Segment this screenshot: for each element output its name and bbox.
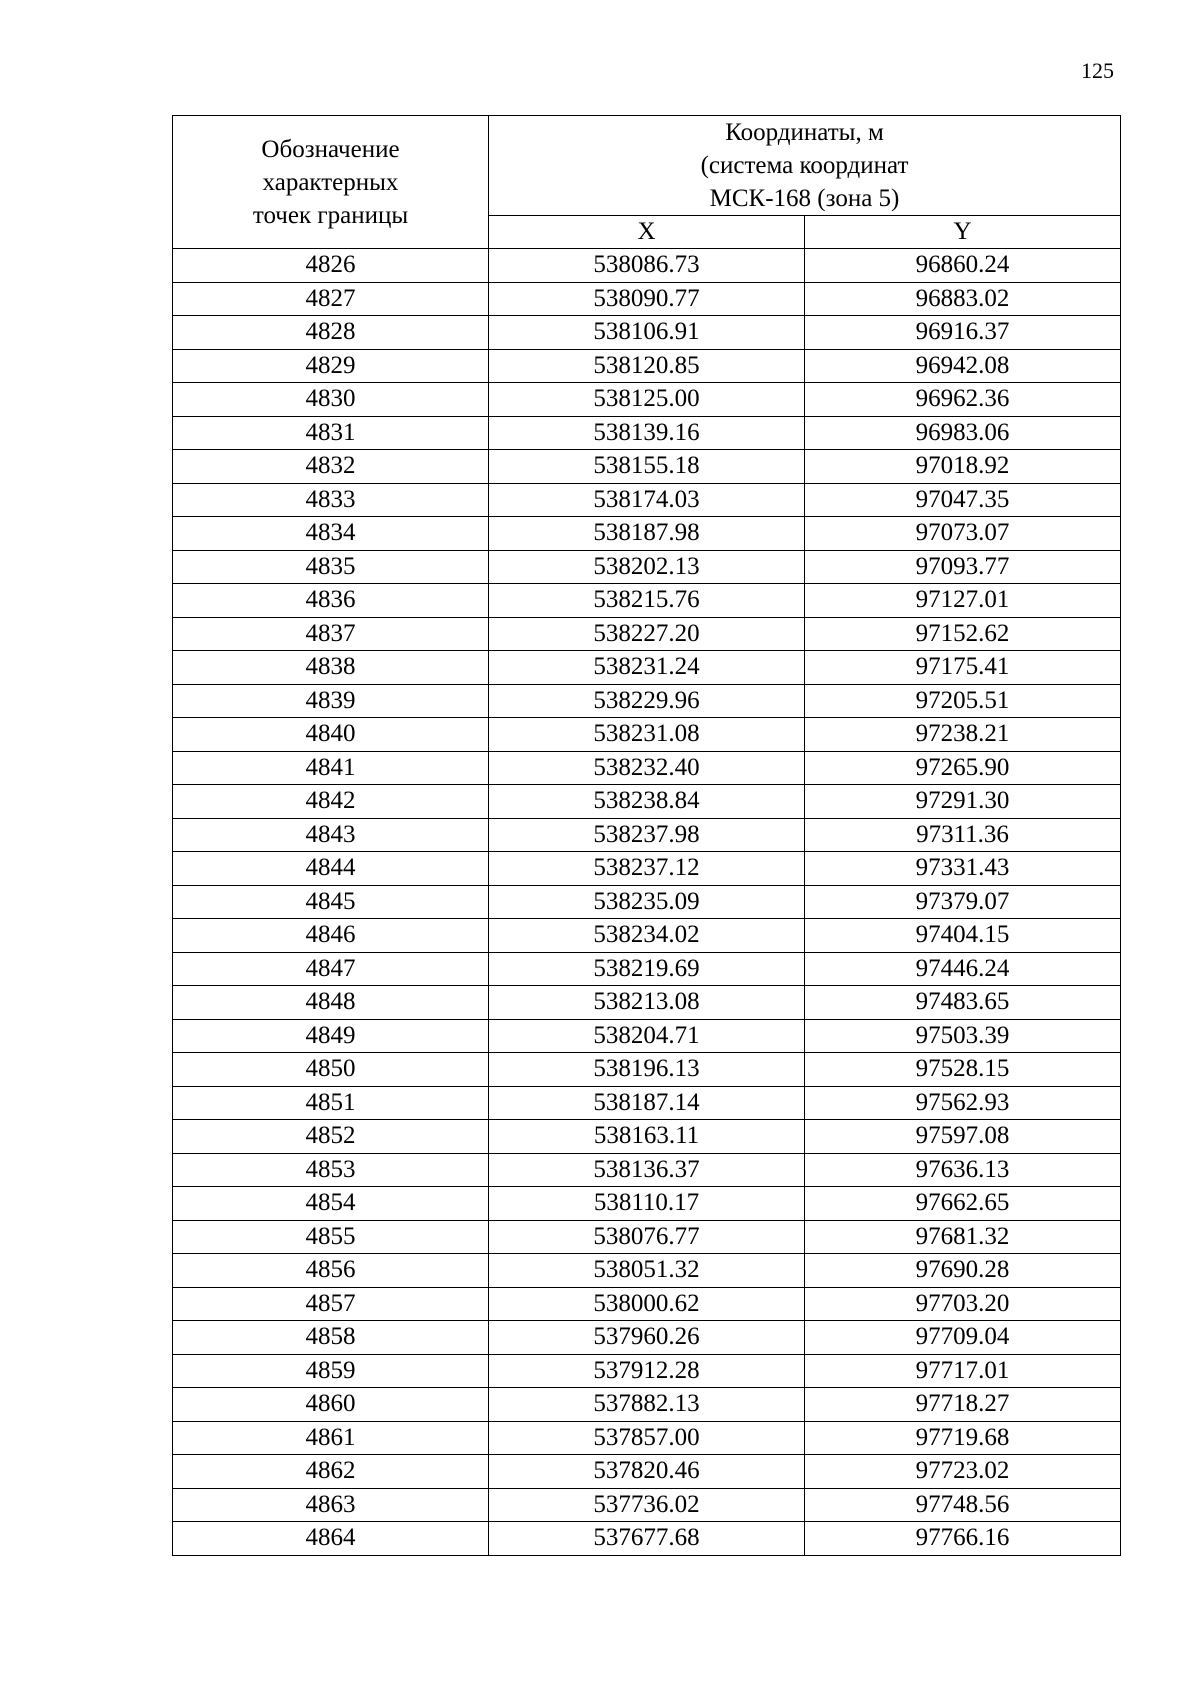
table-row [173, 249, 1121, 283]
cell-x: 537960.26 [489, 1321, 805, 1355]
cell-point: 4862 [173, 1455, 489, 1489]
cell-x: 538234.02 [489, 919, 805, 953]
cell-y: 96962.36 [805, 383, 1121, 417]
cell-y: 97717.01 [805, 1354, 1121, 1388]
cell-x: 538125.00 [489, 383, 805, 417]
cell-point: 4864 [173, 1522, 489, 1556]
table-row [173, 1522, 1121, 1556]
cell-point: 4858 [173, 1321, 489, 1355]
header-coordinates [489, 116, 1121, 216]
cell-point: 4830 [173, 383, 489, 417]
cell-y: 97690.28 [805, 1254, 1121, 1288]
table-row [173, 751, 1121, 785]
cell-point: 4850 [173, 1053, 489, 1087]
cell-x: 538204.71 [489, 1019, 805, 1053]
cell-x: 537677.68 [489, 1522, 805, 1556]
cell-point: 4828 [173, 316, 489, 350]
table-row [173, 986, 1121, 1020]
header-y: Y [805, 216, 1121, 249]
header-point-designation [173, 116, 489, 249]
table-row [173, 1287, 1121, 1321]
cell-y: 97709.04 [805, 1321, 1121, 1355]
table-row [173, 818, 1121, 852]
cell-x: 538231.24 [489, 651, 805, 685]
table-row [173, 1019, 1121, 1053]
cell-x: 537820.46 [489, 1455, 805, 1489]
cell-y: 97152.62 [805, 617, 1121, 651]
cell-x: 538139.16 [489, 416, 805, 450]
cell-y: 96883.02 [805, 282, 1121, 316]
cell-point: 4857 [173, 1287, 489, 1321]
table-row [173, 785, 1121, 819]
header-x: X [489, 216, 805, 249]
cell-y: 97483.65 [805, 986, 1121, 1020]
cell-x: 538174.03 [489, 483, 805, 517]
cell-x: 537857.00 [489, 1421, 805, 1455]
table-row [173, 1354, 1121, 1388]
cell-y: 97404.15 [805, 919, 1121, 953]
cell-point: 4849 [173, 1019, 489, 1053]
table-row [173, 1388, 1121, 1422]
table-row [173, 684, 1121, 718]
table-row [173, 1153, 1121, 1187]
table-row [173, 1254, 1121, 1288]
cell-x: 538232.40 [489, 751, 805, 785]
cell-point: 4846 [173, 919, 489, 953]
cell-y: 97703.20 [805, 1287, 1121, 1321]
table-row [173, 517, 1121, 551]
cell-x: 538237.98 [489, 818, 805, 852]
table-row [173, 852, 1121, 886]
cell-point: 4861 [173, 1421, 489, 1455]
cell-y: 97265.90 [805, 751, 1121, 785]
cell-y: 97718.27 [805, 1388, 1121, 1422]
cell-x: 538163.11 [489, 1120, 805, 1154]
cell-x: 538227.20 [489, 617, 805, 651]
cell-x: 538136.37 [489, 1153, 805, 1187]
cell-x: 537882.13 [489, 1388, 805, 1422]
table-row [173, 651, 1121, 685]
cell-point: 4855 [173, 1220, 489, 1254]
cell-point: 4833 [173, 483, 489, 517]
cell-y: 97291.30 [805, 785, 1121, 819]
header-point-line: Обозначение [261, 135, 400, 163]
table-row [173, 1455, 1121, 1489]
cell-y: 97311.36 [805, 818, 1121, 852]
cell-x: 538110.17 [489, 1187, 805, 1221]
cell-x: 538213.08 [489, 986, 805, 1020]
table-row [173, 1488, 1121, 1522]
cell-x: 538187.98 [489, 517, 805, 551]
cell-point: 4837 [173, 617, 489, 651]
table-row [173, 349, 1121, 383]
cell-point: 4859 [173, 1354, 489, 1388]
table-row [173, 885, 1121, 919]
cell-point: 4847 [173, 952, 489, 986]
table-row [173, 450, 1121, 484]
table-row [173, 483, 1121, 517]
cell-y: 97723.02 [805, 1455, 1121, 1489]
cell-x: 537736.02 [489, 1488, 805, 1522]
table-row [173, 584, 1121, 618]
header-coords-line: Координаты, м [725, 119, 884, 146]
cell-y: 97127.01 [805, 584, 1121, 618]
cell-x: 538120.85 [489, 349, 805, 383]
cell-y: 97446.24 [805, 952, 1121, 986]
cell-point: 4841 [173, 751, 489, 785]
cell-x: 538000.62 [489, 1287, 805, 1321]
cell-x: 538202.13 [489, 550, 805, 584]
table-header [173, 116, 1121, 249]
boundary-points-table [172, 115, 1121, 1556]
cell-x: 538051.32 [489, 1254, 805, 1288]
cell-point: 4838 [173, 651, 489, 685]
header-point-line: характерных [262, 168, 399, 196]
cell-y: 97018.92 [805, 450, 1121, 484]
cell-point: 4834 [173, 517, 489, 551]
page-number: 125 [1081, 58, 1114, 83]
cell-x: 538219.69 [489, 952, 805, 986]
table-row [173, 1053, 1121, 1087]
cell-y: 97205.51 [805, 684, 1121, 718]
table-row [173, 718, 1121, 752]
cell-y: 97748.56 [805, 1488, 1121, 1522]
cell-y: 97766.16 [805, 1522, 1121, 1556]
table-row [173, 1220, 1121, 1254]
cell-point: 4852 [173, 1120, 489, 1154]
cell-x: 538076.77 [489, 1220, 805, 1254]
cell-x: 538229.96 [489, 684, 805, 718]
cell-point: 4843 [173, 818, 489, 852]
table-row [173, 1086, 1121, 1120]
cell-y: 96983.06 [805, 416, 1121, 450]
cell-y: 97562.93 [805, 1086, 1121, 1120]
cell-y: 97681.32 [805, 1220, 1121, 1254]
table-row [173, 550, 1121, 584]
cell-x: 538086.73 [489, 249, 805, 283]
table-body [173, 249, 1121, 1556]
table-row [173, 1187, 1121, 1221]
cell-x: 538231.08 [489, 718, 805, 752]
table-row [173, 1120, 1121, 1154]
cell-point: 4835 [173, 550, 489, 584]
cell-x: 537912.28 [489, 1354, 805, 1388]
header-point-line: точек границы [252, 201, 409, 229]
table-row [173, 316, 1121, 350]
cell-y: 97636.13 [805, 1153, 1121, 1187]
cell-point: 4863 [173, 1488, 489, 1522]
cell-x: 538237.12 [489, 852, 805, 886]
cell-x: 538238.84 [489, 785, 805, 819]
cell-point: 4829 [173, 349, 489, 383]
cell-x: 538196.13 [489, 1053, 805, 1087]
table-row [173, 1321, 1121, 1355]
cell-point: 4840 [173, 718, 489, 752]
cell-point: 4845 [173, 885, 489, 919]
header-coords-line: (система координат [700, 152, 909, 179]
table-row [173, 416, 1121, 450]
cell-x: 538155.18 [489, 450, 805, 484]
table-row [173, 1421, 1121, 1455]
cell-point: 4851 [173, 1086, 489, 1120]
cell-point: 4848 [173, 986, 489, 1020]
header-coords-line: МСК-168 (зона 5) [709, 185, 900, 212]
cell-x: 538090.77 [489, 282, 805, 316]
cell-x: 538235.09 [489, 885, 805, 919]
cell-y: 97331.43 [805, 852, 1121, 886]
cell-x: 538106.91 [489, 316, 805, 350]
table-row [173, 919, 1121, 953]
table-row [173, 282, 1121, 316]
cell-point: 4826 [173, 249, 489, 283]
cell-point: 4860 [173, 1388, 489, 1422]
cell-point: 4842 [173, 785, 489, 819]
cell-point: 4827 [173, 282, 489, 316]
cell-point: 4854 [173, 1187, 489, 1221]
cell-y: 97597.08 [805, 1120, 1121, 1154]
cell-y: 97662.65 [805, 1187, 1121, 1221]
table-row [173, 383, 1121, 417]
cell-x: 538215.76 [489, 584, 805, 618]
cell-y: 97047.35 [805, 483, 1121, 517]
cell-y: 97379.07 [805, 885, 1121, 919]
cell-y: 96916.37 [805, 316, 1121, 350]
cell-y: 97503.39 [805, 1019, 1121, 1053]
cell-y: 96942.08 [805, 349, 1121, 383]
cell-y: 96860.24 [805, 249, 1121, 283]
table-row [173, 617, 1121, 651]
cell-y: 97719.68 [805, 1421, 1121, 1455]
table-row [173, 952, 1121, 986]
cell-point: 4831 [173, 416, 489, 450]
cell-point: 4853 [173, 1153, 489, 1187]
cell-y: 97093.77 [805, 550, 1121, 584]
cell-y: 97238.21 [805, 718, 1121, 752]
cell-point: 4856 [173, 1254, 489, 1288]
cell-point: 4839 [173, 684, 489, 718]
cell-y: 97175.41 [805, 651, 1121, 685]
cell-y: 97528.15 [805, 1053, 1121, 1087]
cell-y: 97073.07 [805, 517, 1121, 551]
cell-point: 4832 [173, 450, 489, 484]
cell-point: 4844 [173, 852, 489, 886]
cell-point: 4836 [173, 584, 489, 618]
cell-x: 538187.14 [489, 1086, 805, 1120]
